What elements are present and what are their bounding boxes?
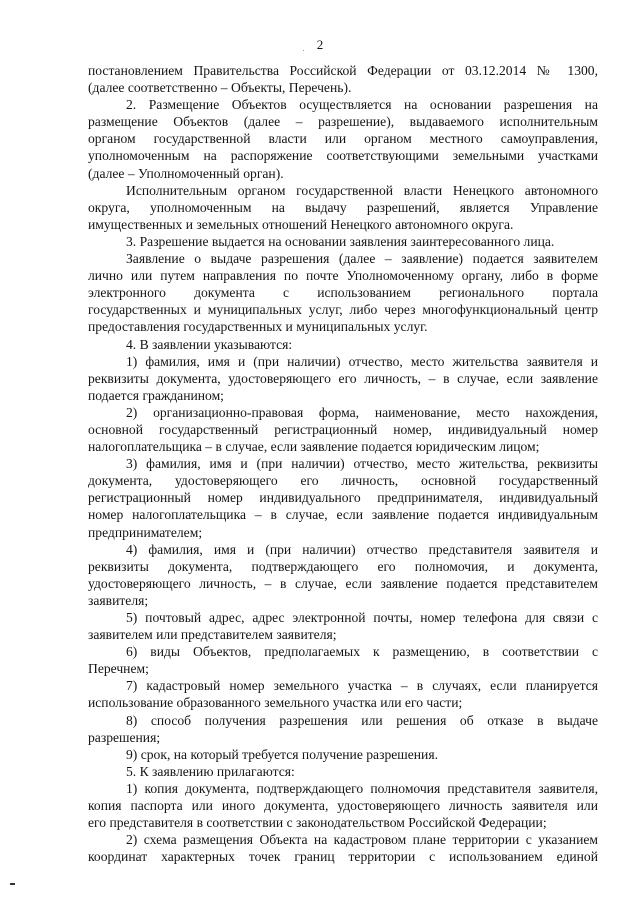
text-line: основной государственный регистрационный номер, индивидуальный номер <box>88 421 598 437</box>
text-line: 5) почтовый адрес, адрес электронной почты, номер телефона для связи с <box>126 610 598 625</box>
paragraph <box>88 763 598 780</box>
paragraph <box>88 336 598 353</box>
paragraph <box>88 182 598 233</box>
text-line: государственных и муниципальных услуг, либо через многофункциональный центр <box>88 302 598 318</box>
scan-mark <box>10 883 15 885</box>
paragraph <box>88 353 598 404</box>
paragraph <box>88 404 598 455</box>
text-line: 2) схема размещения Объекта на кадастровом плане территории с указанием <box>126 832 598 848</box>
text-line: копия паспорта или иного документа, удостоверяющего личность заявителя или <box>88 798 598 814</box>
paragraph <box>88 62 598 96</box>
paragraph <box>88 831 598 865</box>
paragraph <box>88 746 598 763</box>
paragraph <box>88 541 598 609</box>
text-line: Перечнем; <box>88 661 149 677</box>
text-line: его представителя в соответствии с законодательством Российской Федерации; <box>88 815 547 831</box>
text-line: предоставления государственных и муниципальных услуг. <box>88 319 428 335</box>
text-line: 3. Разрешение выдается на основании заявления заинтересованного лица. <box>126 233 555 249</box>
text-line: 8) способ получения разрешения или решения об отказе в выдаче <box>126 712 598 728</box>
text-line: 4. В заявлении указываются: <box>126 336 293 352</box>
paragraph <box>88 780 598 831</box>
text-line: реквизиты документа, подтверждающего его полномочия, и документа, <box>88 558 598 574</box>
text-line: заявителя; <box>88 592 149 608</box>
paragraph <box>88 250 598 335</box>
text-line: Исполнительным органом государственной власти Ненецкого автономного <box>126 182 598 198</box>
text-line: 2) организационно-правовая форма, наименование, место нахождения, <box>126 404 598 420</box>
paragraph <box>88 712 598 746</box>
scan-speck <box>303 50 304 51</box>
text-line: 6) виды Объектов, предполагаемых к размещению, в соответствии с <box>126 644 598 660</box>
text-line: лично или путем направления по почте Уполномоченному органу, либо в форме <box>88 268 598 284</box>
text-line: налогоплательщика – в случае, если заявление подается юридическим лицом; <box>88 439 540 455</box>
text-line: 3) фамилия, имя и (при наличии) отчество, место жительства, реквизиты <box>126 456 598 472</box>
text-line: номер налогоплательщика – в случае, если заявление подается индивидуальным <box>88 507 598 523</box>
text-line: 4) фамилия, имя и (при наличии) отчество представителя заявителя и <box>126 541 598 557</box>
text-line: Заявление о выдаче разрешения (далее – заявление) подается заявителем <box>126 251 598 267</box>
text-line: 7) кадастровый номер земельного участка – в случаях, если планируется <box>126 678 598 694</box>
text-line: электронного документа с использованием регионального портала <box>88 285 598 301</box>
paragraph <box>88 677 598 711</box>
paragraph <box>88 233 598 250</box>
paragraph <box>88 455 598 540</box>
text-line: органом государственной власти или органом местного самоуправления, <box>88 131 598 147</box>
text-line: использование образованного земельного участка или его части; <box>88 695 463 711</box>
text-line: (далее соответственно – Объекты, Перечень). <box>88 80 352 96</box>
text-line: разрешения; <box>88 729 161 745</box>
paragraph <box>88 96 598 181</box>
text-line: имущественных и земельных отношений Ненецкого автономного округа. <box>88 216 514 232</box>
text-line: 9) срок, на который требуется получение разрешения. <box>126 746 438 762</box>
text-line: реквизиты документа, удостоверяющего его личность, – в случае, если заявление <box>88 370 598 386</box>
text-line: 1) копия документа, подтверждающего полномочия представителя заявителя, <box>126 780 598 796</box>
text-line: подается гражданином; <box>88 387 224 403</box>
text-line: (далее – Уполномоченный орган). <box>88 165 284 181</box>
paragraph <box>88 643 598 677</box>
document-body <box>88 62 598 865</box>
text-line: предпринимателем; <box>88 524 203 540</box>
text-line: округа, уполномоченным на выдачу разрешений, является Управление <box>88 199 598 215</box>
text-line: документа, удостоверяющего его личность, основной государственный <box>88 473 598 489</box>
paragraph <box>88 609 598 643</box>
text-line: удостоверяющего личность, – в случае, если заявление подается представителем <box>88 575 598 591</box>
page-number: 2 <box>316 37 324 52</box>
text-line: уполномоченным на распоряжение соответствующими земельными участками <box>88 148 598 164</box>
text-line: заявителем или представителем заявителя; <box>88 627 337 643</box>
text-line: регистрационный номер индивидуального предпринимателя, индивидуальный <box>88 490 598 506</box>
text-line: 2. Размещение Объектов осуществляется на основании разрешения на <box>126 97 598 113</box>
text-line: 5. К заявлению прилагаются: <box>126 763 295 779</box>
text-line: координат характерных точек границ территории с использованием единой <box>88 849 598 865</box>
text-line: постановлением Правительства Российской Федерации от 03.12.2014 № 1300, <box>88 63 598 78</box>
text-line: 1) фамилия, имя и (при наличии) отчество, место жительства заявителя и <box>126 353 598 369</box>
text-line: размещение Объектов (далее – разрешение), выдаваемого исполнительным <box>88 114 598 130</box>
